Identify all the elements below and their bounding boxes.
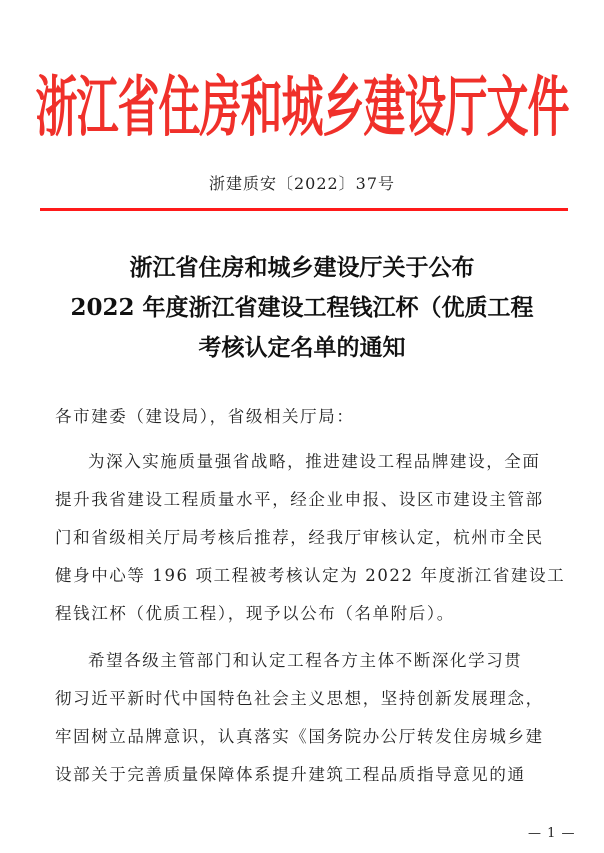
paragraph-line: 设部关于完善质量保障体系提升建筑工程品质指导意见的通 [55,765,526,784]
title-line: 考核认定名单的通知 [198,334,406,361]
paragraph-2 [55,642,555,794]
notice-title [0,248,604,368]
salutation: 各市建委（建设局），省级相关厅局： [55,407,355,426]
paragraph-1 [55,443,566,633]
masthead-title: 浙江省住房和城乡建设厅文件 [35,69,569,146]
paragraph-line: 牢固树立品牌意识，认真落实《国务院办公厅转发住房城乡建 [55,727,544,746]
page-number: — 1 — [528,826,576,841]
document-number: 浙建质安〔2022〕37号 [208,174,396,193]
paragraph-line: 为深入实施质量强省战略，推进建设工程品牌建设，全面 [88,452,541,471]
paragraph-line: 提升我省建设工程质量水平，经企业申报、设区市建设主管部 [55,490,544,509]
paragraph-line: 希望各级主管部门和认定工程各方主体不断深化学习贯 [88,651,523,670]
paragraph-line: 程钱江杯（优质工程），现予以公布（名单附后）。 [55,604,455,623]
paragraph-line: 健身中心等 196 项工程被考核认定为 2022 年度浙江省建设工 [55,566,566,585]
paragraph-line: 门和省级相关厅局考核后推荐，经我厅审核认定，杭州市全民 [55,528,544,547]
paragraph-line: 彻习近平新时代中国特色社会主义思想，坚持创新发展理念， [55,689,544,708]
notice-body [55,405,566,794]
title-line: 2022 年度浙江省建设工程钱江杯（优质工程 [70,294,534,321]
title-line: 浙江省住房和城乡建设厅关于公布 [129,254,475,281]
red-divider-line [40,208,568,211]
